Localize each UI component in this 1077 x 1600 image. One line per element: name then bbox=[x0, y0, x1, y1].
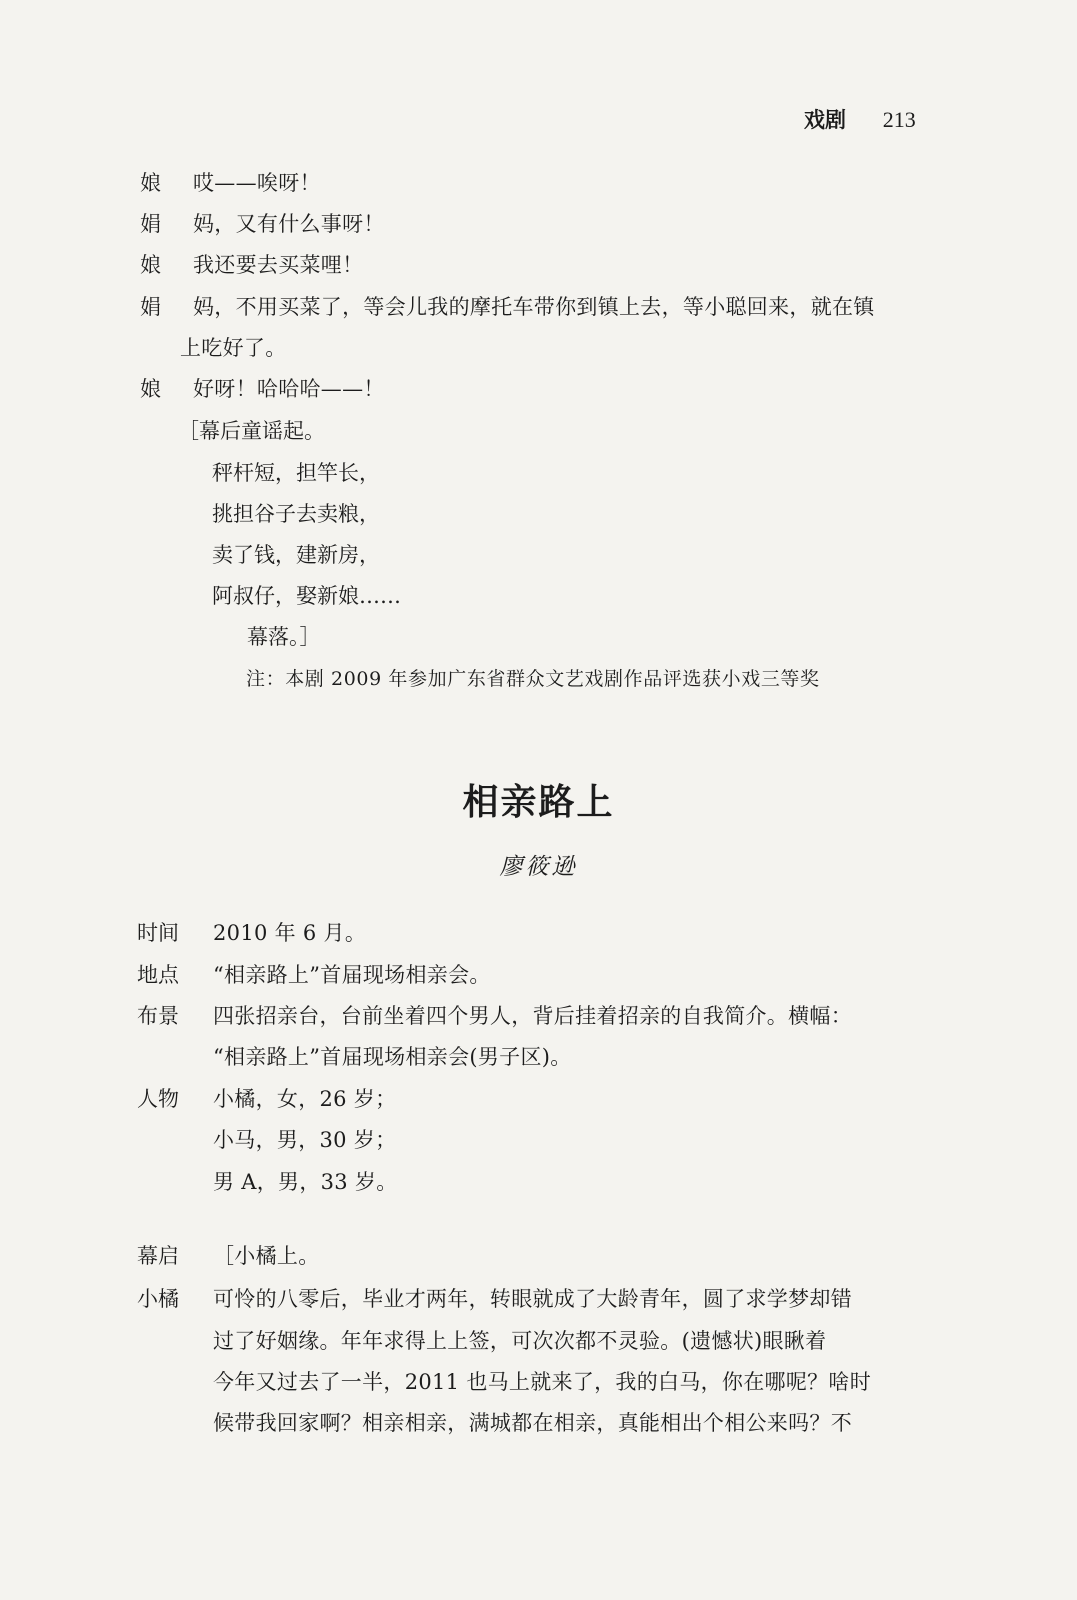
speaker-label: 娘 bbox=[140, 377, 161, 401]
meta-value: 男 A，男，33 岁。 bbox=[213, 1170, 398, 1194]
meta-value: 2010 年 6 月。 bbox=[213, 921, 367, 945]
dialogue-line: 我还要去买菜哩！ bbox=[193, 253, 364, 277]
monologue-line: 候带我回家啊？相亲相亲，满城都在相亲，真能相出个相公来吗？不 bbox=[213, 1411, 852, 1435]
speaker-label: 小橘 bbox=[137, 1287, 179, 1311]
dialogue-line: 好呀！哈哈哈——！ bbox=[193, 377, 385, 401]
play-author: 廖筱逊 bbox=[499, 854, 578, 880]
meta-label: 地点 bbox=[137, 963, 179, 987]
meta-value: 小马，男，30 岁； bbox=[213, 1128, 397, 1152]
meta-value: 四张招亲台，台前坐着四个男人，背后挂着招亲的自我简介。横幅： bbox=[213, 1004, 852, 1028]
page-number: 213 bbox=[882, 107, 916, 132]
dialogue-line: 妈，不用买菜了，等会儿我的摩托车带你到镇上去，等小聪回来，就在镇 bbox=[193, 295, 875, 319]
monologue-line: 过了好姻缘。年年求得上上签，可次次都不灵验。(遗憾状)眼瞅着 bbox=[213, 1329, 827, 1353]
stage-direction: ［幕后童谣起。 bbox=[178, 419, 325, 443]
meta-value: 小橘，女，26 岁； bbox=[213, 1087, 397, 1111]
meta-value: “相亲路上”首届现场相亲会。 bbox=[213, 963, 491, 987]
meta-label: 时间 bbox=[137, 921, 179, 945]
speaker-label: 娟 bbox=[140, 212, 161, 236]
meta-label: 人物 bbox=[137, 1087, 179, 1111]
song-line: 卖了钱，建新房， bbox=[212, 543, 380, 567]
speaker-label: 娟 bbox=[140, 295, 161, 319]
meta-value: “相亲路上”首届现场相亲会(男子区)。 bbox=[213, 1045, 572, 1069]
song-line: 秤杆短，担竿长， bbox=[212, 461, 380, 485]
award-note: 注：本剧 2009 年参加广东省群众文艺戏剧作品评选获小戏三等奖 bbox=[246, 668, 820, 690]
dialogue-line: 妈，又有什么事呀！ bbox=[193, 212, 385, 236]
opening-label: 幕启 bbox=[137, 1244, 179, 1268]
running-header bbox=[804, 104, 916, 134]
song-line: 阿叔仔，娶新娘…… bbox=[212, 584, 401, 608]
speaker-label: 娘 bbox=[140, 253, 161, 277]
play-title: 相亲路上 bbox=[462, 782, 615, 823]
curtain-direction: 幕落。］ bbox=[247, 625, 321, 649]
dialogue-line: 哎——唉呀！ bbox=[193, 171, 321, 195]
monologue-line: 今年又过去了一半，2011 也马上就来了，我的白马，你在哪呢？啥时 bbox=[213, 1370, 872, 1394]
meta-label: 布景 bbox=[137, 1004, 179, 1028]
monologue-line: 可怜的八零后，毕业才两年，转眼就成了大龄青年，圆了求学梦却错 bbox=[213, 1287, 852, 1311]
speaker-label: 娘 bbox=[140, 171, 161, 195]
dialogue-continuation: 上吃好了。 bbox=[180, 336, 287, 360]
opening-direction: ［小橘上。 bbox=[213, 1244, 320, 1268]
song-line: 挑担谷子去卖粮， bbox=[212, 502, 380, 526]
section-title: 戏剧 bbox=[804, 108, 846, 132]
